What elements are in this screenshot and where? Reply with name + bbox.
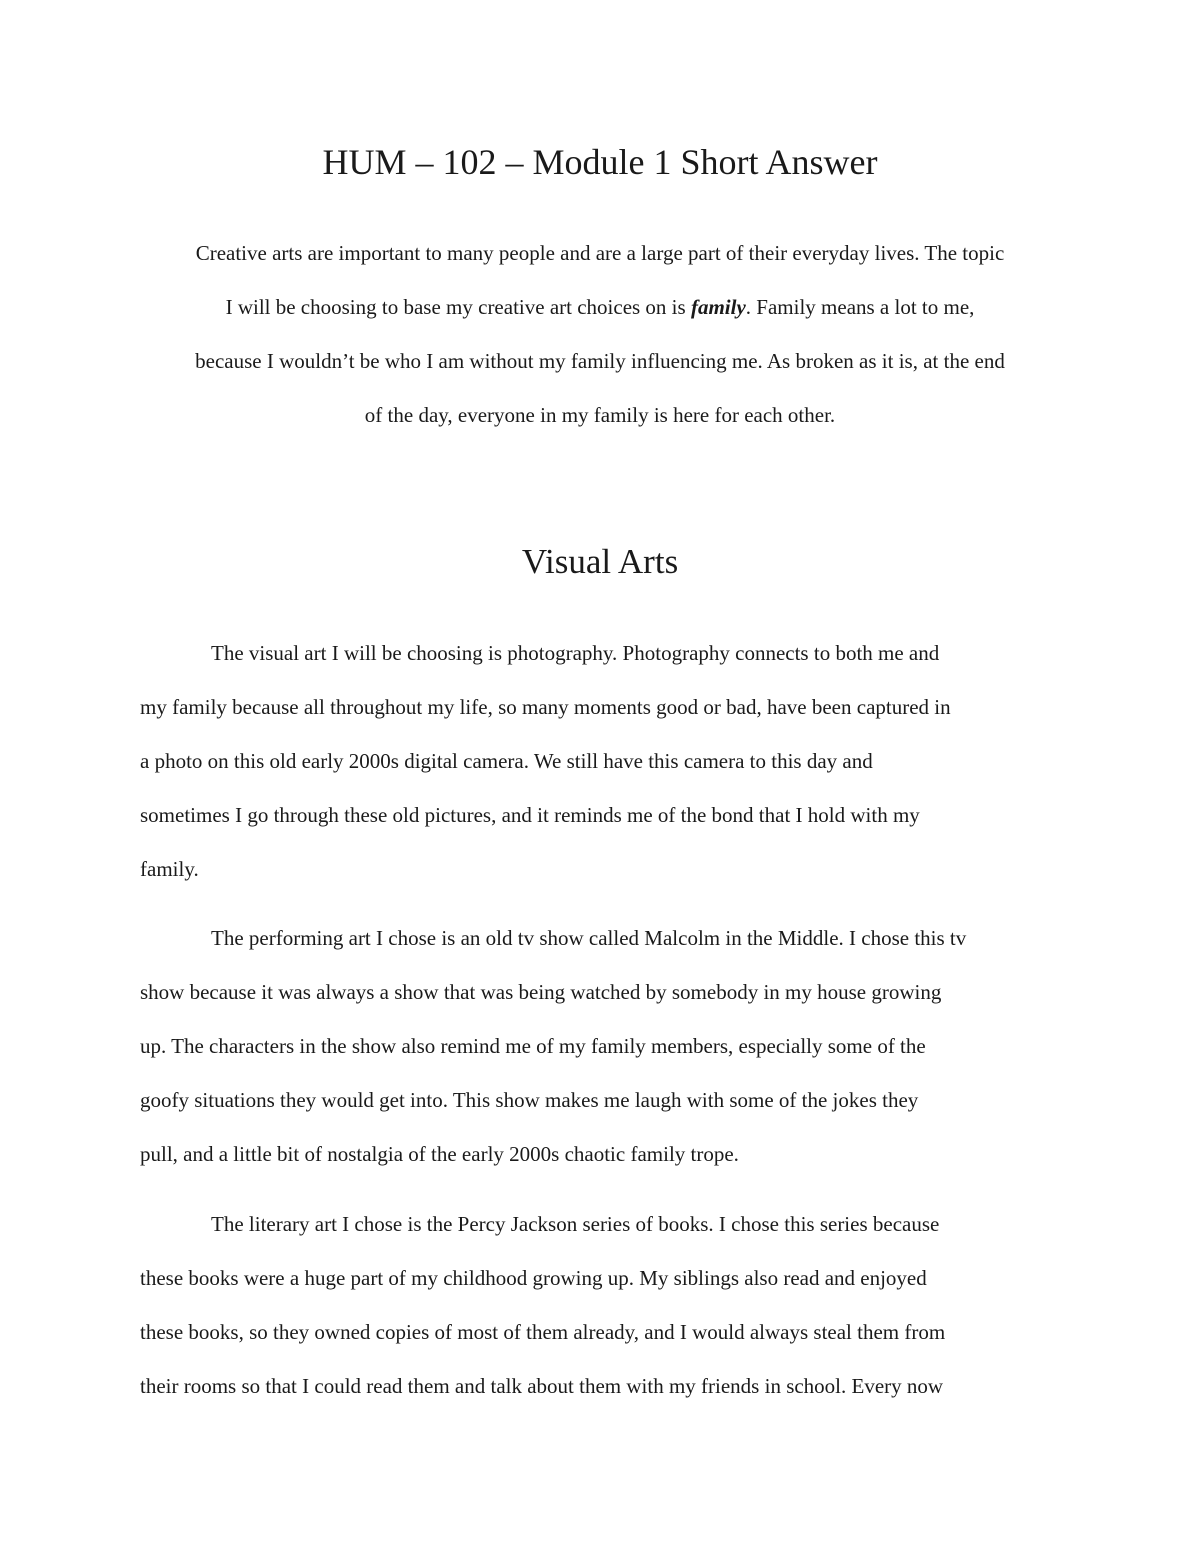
intro-text: I will be choosing to base my creative art choices on is [225,295,691,319]
intro-line: of the day, everyone in my family is here for each other. [364,403,836,427]
paragraph-performing-art [140,911,1080,1181]
paragraph-line: my family because all throughout my life, so many moments good or bad, have been captured in [140,695,951,719]
paragraph-line: The literary art I chose is the Percy Jackson series of books. I chose this series because [211,1212,940,1236]
paragraph-line: goofy situations they would get into. This show makes me laugh with some of the jokes they [140,1088,919,1112]
section-heading-visual-arts: Visual Arts [521,542,679,581]
intro-line [140,280,1060,334]
paragraph-line: a photo on this old early 2000s digital camera. We still have this camera to this day and [140,749,873,773]
paragraph-line: show because it was always a show that was being watched by somebody in my house growing [140,980,942,1004]
intro-paragraph [140,226,1060,442]
paragraph-line: The performing art I chose is an old tv show called Malcolm in the Middle. I chose this tv [211,926,967,950]
paragraph-line: their rooms so that I could read them and talk about them with my friends in school. Every now [140,1374,944,1398]
paragraph-line: sometimes I go through these old pictures, and it reminds me of the bond that I hold with my [140,803,920,827]
paragraph-line: pull, and a little bit of nostalgia of the early 2000s chaotic family trope. [140,1142,739,1166]
paragraph-literary-art [140,1197,1080,1413]
intro-line: because I wouldn’t be who I am without my family influencing me. As broken as it is, at the end [195,349,1005,373]
paragraph-line: family. [140,857,199,881]
paragraph-line: these books, so they owned copies of most of them already, and I would always steal them from [140,1320,946,1344]
paragraph-line: up. The characters in the show also remind me of my family members, especially some of the [140,1034,926,1058]
paragraph-photography [140,626,1080,896]
document-title: HUM – 102 – Module 1 Short Answer [322,142,878,182]
intro-line: Creative arts are important to many people and are a large part of their everyday lives. The topic [195,241,1005,265]
intro-text: . Family means a lot to me, [745,295,975,319]
emphasis-family: family [690,295,746,319]
paragraph-line: The visual art I will be choosing is photography. Photography connects to both me and [211,641,940,665]
paragraph-line: these books were a huge part of my childhood growing up. My siblings also read and enjoyed [140,1266,927,1290]
